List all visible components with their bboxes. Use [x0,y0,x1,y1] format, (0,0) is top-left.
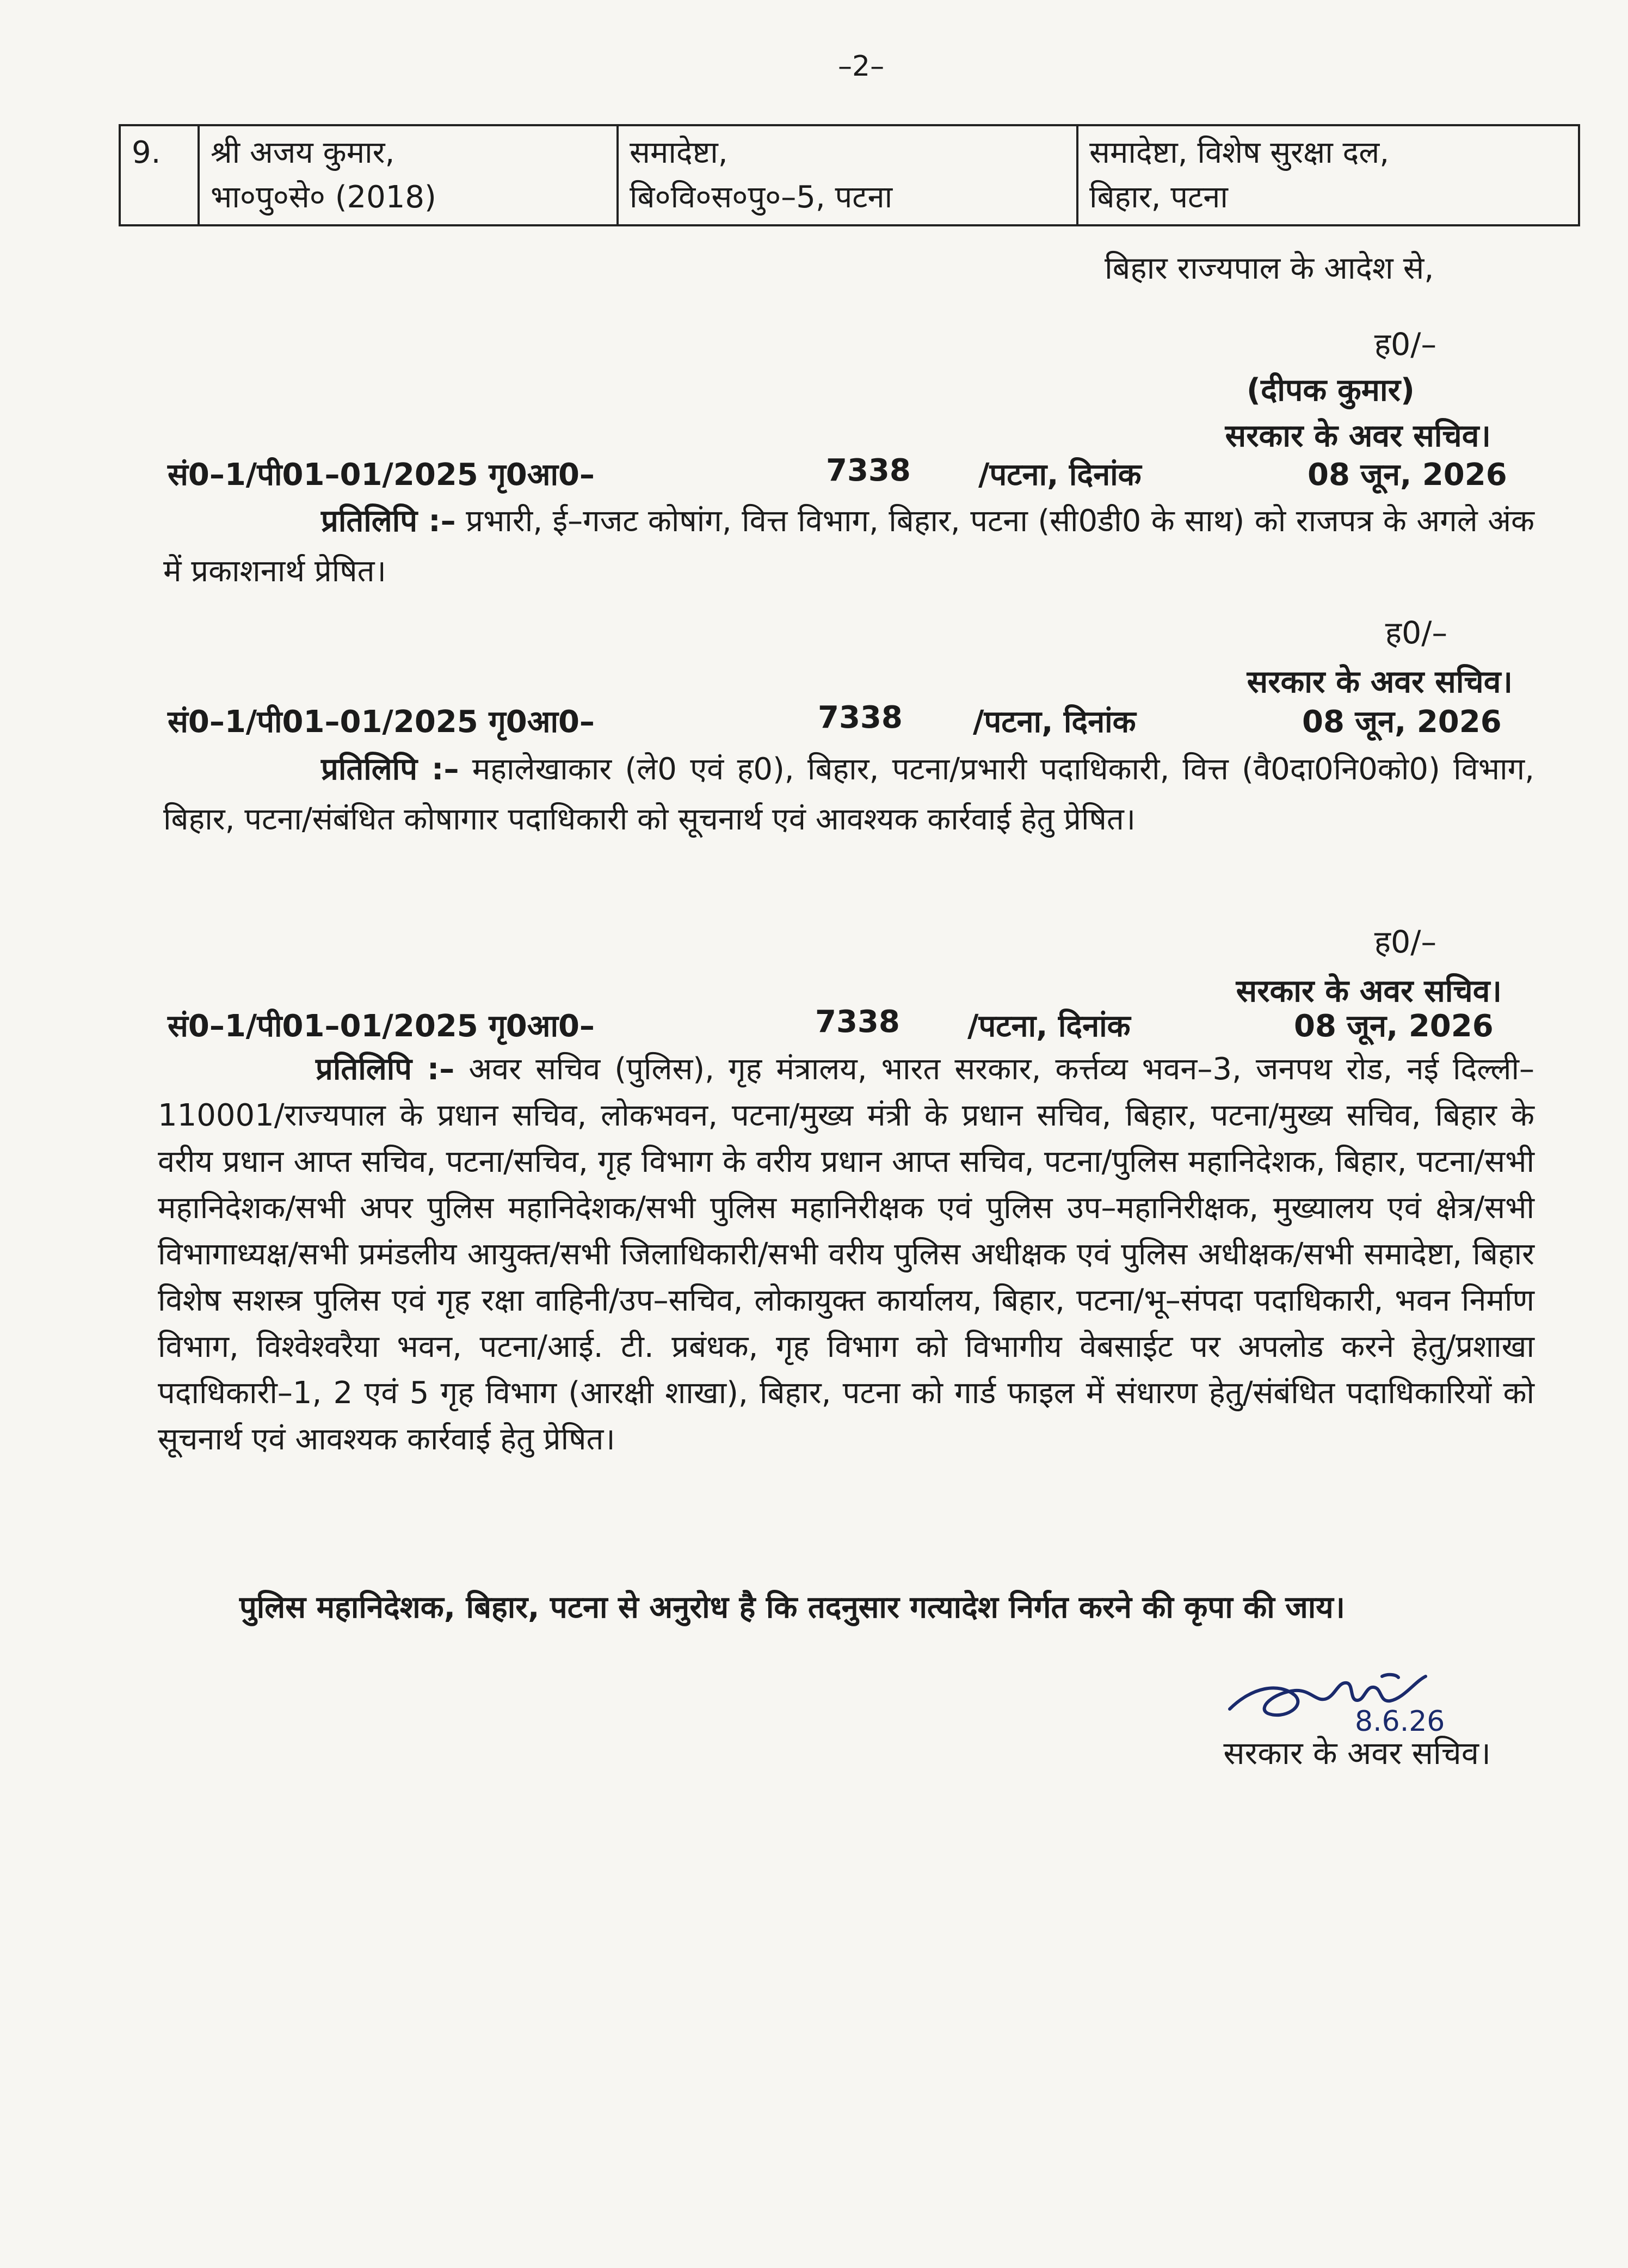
new-posting-cell [1077,125,1579,225]
copy-3-reference-row [168,1004,1528,1048]
current-posting-cell [618,125,1077,225]
signoff-designation: सरकार के अवर सचिव। [1225,418,1491,454]
signature-date: 8.6.26 [1355,1705,1445,1738]
copy-3-place-date-label: /पटना, दिनांक [967,1009,1131,1044]
copy-3-paragraph [158,1046,1534,1462]
copy-3-ref: सं0–1/पी01–01/2025 गृ0आ0– [168,1009,595,1044]
copy-2-sd: ह0/– [1374,924,1436,960]
current-posting-line-1: समादेष्टा, [630,135,728,170]
copy-3-text: अवर सचिव (पुलिस), गृह मंत्रालय, भारत सरकार, कर्त्तव्य भवन–3, जनपथ रोड, नई दिल्ली–110001/राज्यपाल के प्रधान सचिव, लोकभवन, पटना/मुख्य मंत्री के प्रधान सचिव, बिहार, पटना/मुख्य सचिव, बिहार के वरीय प्रधान आप्त सचिव, पटना/सचिव, गृह विभाग के वरीय प्रधान आप्त सचिव, पटना/पुलिस महानिदेशक, बिहार, पटना/सभी महानिदेशक/सभी अपर पुलिस महानिदेशक/सभी पुलिस महानिरीक्षक एवं पुलिस उप–महानिरीक्षक, मुख्यालय एवं क्षेत्र/सभी विभागाध्यक्ष/सभी प्रमंडलीय आयुक्त/सभी जिलाधिकारी/सभी वरीय पुलिस अधीक्षक एवं पुलिस अधीक्षक/सभी समादेष्टा, बिहार विशेष सशस्त्र पुलिस एवं गृह रक्षा वाहिनी/उप–सचिव, लोकायुक्त कार्यालय, बिहार, पटना/भू–संपदा पदाधिकारी, भवन निर्माण विभाग, विश्वेश्वरैया भवन, पटना/आई. टी. प्रबंधक, गृह विभाग को विभागीय वेबसाईट पर अपलोड करने हेतु/प्रशाखा पदाधिकारी–1, 2 एवं 5 गृह विभाग (आरक्षी शाखा), बिहार, पटना को गार्ड फाइल में संधारण हेतु/संबंधित पदाधिकारियों को सूचनार्थ एवं आवश्यक कार्रवाई हेतु प्रेषित। [158,1052,1534,1457]
copy-2-ref: सं0–1/पी01–01/2025 गृ0आ0– [168,704,595,740]
signoff-sd: ह0/– [1374,327,1436,362]
new-posting-line-2: बिहार, पटना [1089,180,1228,215]
signoff-name: (दीपक कुमार) [1246,372,1415,408]
copy-2-designation: सरकार के अवर सचिव। [1236,973,1502,1009]
copy-2-label: प्रतिलिपि :– [321,752,459,787]
posting-table [119,124,1580,226]
copy-3-date: 08 जून, 2026 [1294,1009,1494,1044]
copy-3-label: प्रतिलिपि :– [316,1052,455,1087]
copy-2-date: 08 जून, 2026 [1302,704,1502,740]
copy-2-reference-row [168,700,1528,743]
copy-2-text: महालेखाकार (ले0 एवं ह0), बिहार, पटना/प्रभारी पदाधिकारी, वित्त (वै0दा0नि0को0) विभाग, बिहार, पटना/संबंधित कोषागार पदाधिकारी को सूचनार्थ एवं आवश्यक कार्रवाई हेतु प्रेषित। [163,752,1534,837]
serial-cell [120,125,199,225]
officer-service: भा०पु०से० (2018) [211,180,436,215]
copy-1-date: 08 जून, 2026 [1308,457,1507,493]
handwritten-signature [1219,1644,1458,1742]
order-line: बिहार राज्यपाल के आदेश से, [1105,250,1434,286]
copy-2-number: 7338 [818,700,903,735]
copy-1-label: प्रतिलिपि :– [321,503,456,539]
copy-2-paragraph [163,745,1534,845]
officer-name: श्री अजय कुमार, [211,135,395,170]
copy-1-paragraph [163,496,1534,597]
table-row [120,125,1579,225]
copy-1-sd: ह0/– [1385,615,1447,651]
copy-1-ref: सं0–1/पी01–01/2025 गृ0आ0– [168,457,595,493]
request-text: पुलिस महानिदेशक, बिहार, पटना से अनुरोध है कि तदनुसार गत्यादेश निर्गत करने की कृपा की जाय। [239,1590,1346,1625]
new-posting-line-1: समादेष्टा, विशेष सुरक्षा दल, [1089,135,1390,170]
copy-1-text: प्रभारी, ई–गजट कोषांग, वित्त विभाग, बिहार, पटना (सी0डी0 के साथ) को राजपत्र के अगले अंक में प्रकाशनार्थ प्रेषित। [163,503,1534,589]
current-posting-line-2: बि०वि०स०पु०–5, पटना [630,180,893,215]
final-designation: सरकार के अवर सचिव। [1223,1735,1491,1772]
copy-3-number: 7338 [815,1004,900,1040]
page-number: –2– [838,50,885,83]
copy-2-place-date-label: /पटना, दिनांक [973,704,1136,740]
request-paragraph [158,1584,1534,1632]
copy-1-designation: सरकार के अवर सचिव। [1247,664,1513,700]
copy-1-reference-row [168,453,1528,496]
officer-name-cell [199,125,618,225]
copy-1-number: 7338 [826,453,911,488]
copy-1-place-date-label: /पटना, दिनांक [978,457,1142,493]
serial-number: 9. [132,135,161,170]
